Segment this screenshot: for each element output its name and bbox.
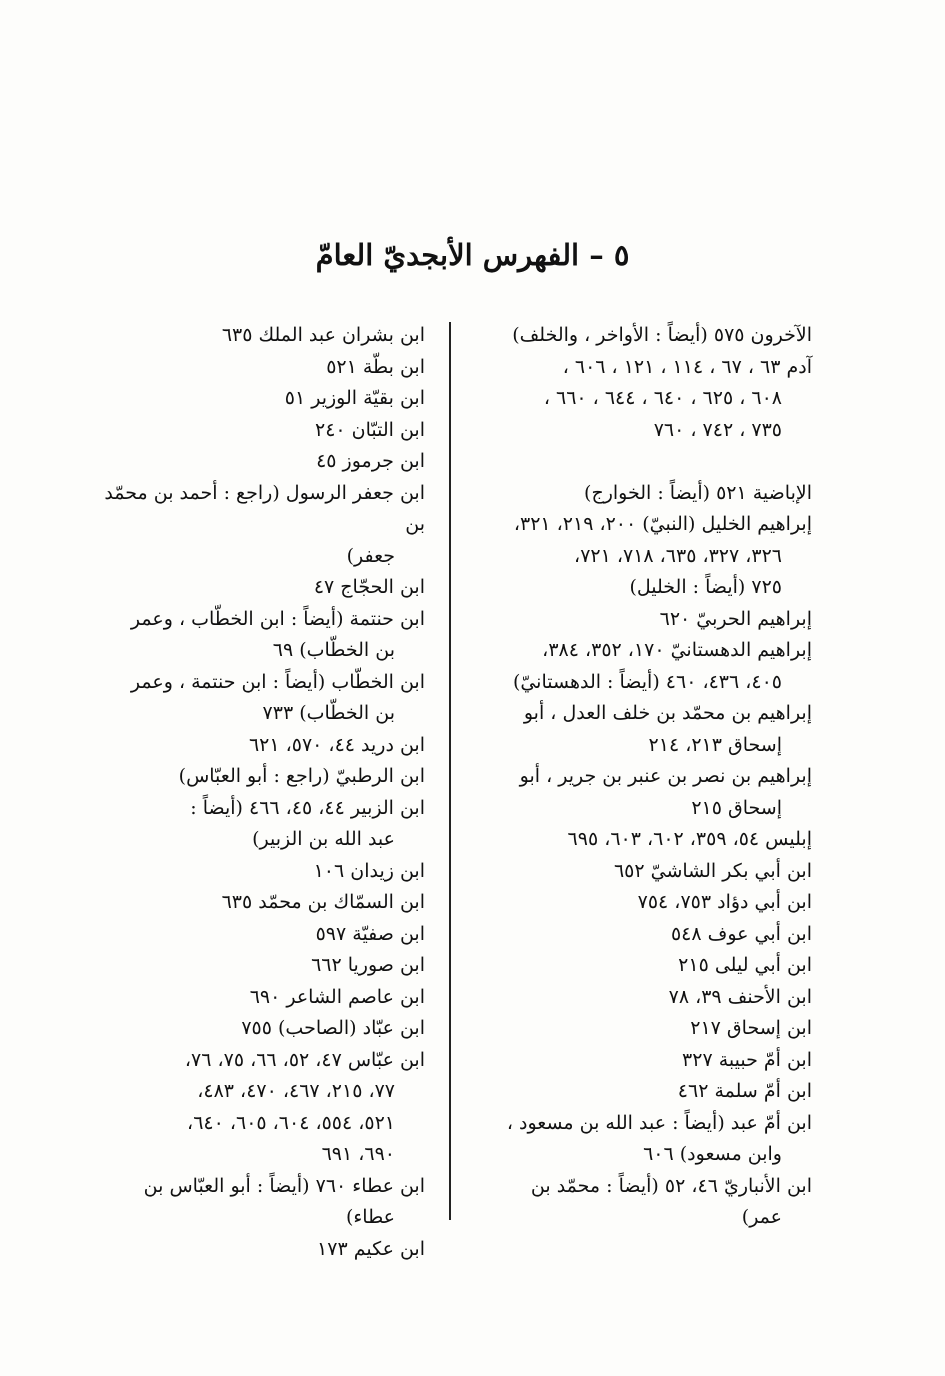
index-entry	[100, 856, 425, 888]
index-entry-line: ابن الزبير ٤٤، ٤٥، ٤٦٦ (أيضاً :	[190, 796, 425, 819]
index-entry-line: إبراهيم الحربيّ ٦٢٠	[659, 607, 812, 630]
index-entry	[472, 698, 812, 761]
index-entry-line: ابن بطّة ٥٢١	[326, 355, 425, 378]
index-entry	[100, 572, 425, 604]
index-entry-line: ابن أمّ حبيبة ٣٢٧	[682, 1048, 812, 1071]
index-entry-line: ابن السمّاك بن محمّد ٦٣٥	[221, 891, 425, 913]
index-entry	[472, 1108, 812, 1171]
index-entry-line: ابن أبي عوف ٥٤٨	[670, 922, 812, 945]
index-entry-line: الإباضية ٥٢١ (أيضاً : الخوارج)	[584, 481, 812, 504]
index-entry-line: ابن أبي ليلى ٢١٥	[678, 954, 812, 976]
index-entry	[100, 761, 425, 793]
index-entry	[100, 793, 425, 856]
index-entry	[472, 761, 812, 824]
index-entry-line: ابن جرموز ٤٥	[316, 450, 425, 472]
index-entry-continuation: ٤٠٥، ٤٣٦، ٤٦٠ (أيضاً : الدهستانيّ)	[512, 670, 782, 693]
index-entry-line: ابن بشران عبد الملك ٦٣٥	[221, 324, 425, 346]
index-entry-continuation: ٦٩٠، ٦٩١	[321, 1143, 395, 1165]
index-entry	[100, 383, 425, 415]
index-entry	[472, 950, 812, 982]
page-title: ٥ – الفهرس الأبجديّ العامّ	[315, 238, 630, 272]
index-entry-line: إبراهيم الدهستانيّ ١٧٠، ٣٥٢، ٣٨٤،	[542, 639, 812, 661]
index-entry-line: ابن أبي دؤاد ٧٥٣، ٧٥٤	[637, 891, 812, 913]
index-entry-line: ابن الخطّاب (أيضاً : ابن حنتمة ، وعمر	[130, 670, 425, 693]
index-entry-line: ابن عطاء ٧٦٠ (أيضاً : أبو العبّاس بن	[143, 1174, 425, 1197]
index-entry	[472, 478, 812, 510]
index-entry-continuation: ٥٢١، ٥٥٤، ٦٠٤، ٦٠٥، ٦٤٠،	[187, 1111, 395, 1134]
index-entry-line: ابن زيدان ١٠٦	[313, 859, 425, 882]
index-entry-line: الآخرون ٥٧٥ (أيضاً : الأواخر ، والخلف)	[512, 324, 812, 346]
index-entry-line: ابن أبي بكر الشاشيّ ٦٥٢	[613, 859, 812, 882]
index-entry	[100, 352, 425, 384]
index-entry-line: إبليس ٥٤، ٣٥٩، ٦٠٢، ٦٠٣، ٦٩٥	[567, 828, 812, 850]
index-entry-continuation: ٧٧، ٢١٥، ٤٦٧، ٤٧٠، ٤٨٣،	[197, 1080, 395, 1102]
index-entry-line: ابن أمّ سلمة ٤٦٢	[677, 1080, 812, 1102]
index-entry-line: ابن عكيم ١٧٣	[317, 1237, 425, 1260]
index-entry	[100, 1045, 425, 1171]
index-entry	[100, 1171, 425, 1234]
index-entry-continuation: عبد الله بن الزبير)	[252, 828, 395, 850]
index-entry	[100, 1013, 425, 1045]
index-entry-line: ابن حنتمة (أيضاً : ابن الخطّاب ، وعمر	[130, 607, 425, 630]
index-entry	[100, 320, 425, 352]
index-entry	[472, 1076, 812, 1108]
index-entry	[100, 950, 425, 982]
index-entry	[100, 887, 425, 919]
index-entry	[100, 415, 425, 447]
index-entry-line: آدم ٦٣ ، ٦٧ ، ١١٤ ، ١٢١ ، ٦٠٦ ،	[562, 355, 812, 378]
index-entry-line: ابن التبّان ٢٤٠	[314, 418, 425, 441]
index-entry-line: ابن عبّاد (الصاحب) ٧٥٥	[241, 1017, 425, 1039]
index-entry	[100, 982, 425, 1014]
index-entry	[472, 635, 812, 698]
index-entry-continuation: ٦٠٨ ، ٦٢٥ ، ٦٤٠ ، ٦٤٤ ، ٦٦٠ ،	[543, 387, 782, 409]
entry-spacer	[472, 446, 812, 478]
index-entry	[100, 730, 425, 762]
index-entry-line: إبراهيم بن نصر بن عنبر بن جرير ، أبو	[519, 765, 812, 787]
index-entry-line: ابن عبّاس ٤٧، ٥٢، ٦٦، ٧٥، ٧٦،	[184, 1048, 425, 1071]
index-entry	[472, 887, 812, 919]
index-entry-continuation: وابن مسعود) ٦٠٦	[643, 1143, 782, 1165]
index-entry-continuation: ٣٢٦، ٣٢٧، ٦٣٥، ٧١٨، ٧٢١،	[574, 544, 782, 567]
index-entry-continuation: عمر)	[741, 1206, 782, 1228]
index-entry	[100, 919, 425, 951]
index-entry-line: إبراهيم الخليل (النبيّ) ٢٠٠، ٢١٩، ٣٢١،	[513, 513, 812, 535]
index-entry-line: ابن الأحنف ٣٩، ٧٨	[668, 985, 812, 1008]
index-entry-continuation: إسحاق ٢١٥	[691, 796, 782, 819]
index-entry-continuation: ٧٣٥ ، ٧٤٢ ، ٧٦٠	[653, 418, 782, 441]
index-entry-line: ابن أمّ عبد (أيضاً : عبد الله بن مسعود ،	[506, 1111, 812, 1134]
index-entry	[100, 1234, 425, 1266]
index-column-right	[472, 320, 812, 1234]
index-entry	[100, 446, 425, 478]
index-entry	[472, 1045, 812, 1077]
index-entry	[472, 1171, 812, 1234]
index-entry	[472, 1013, 812, 1045]
index-entry	[472, 509, 812, 604]
index-entry	[100, 604, 425, 667]
index-entry-continuation: بن الخطّاب) ٧٣٣	[262, 702, 395, 724]
index-entry-line: إبراهيم بن محمّد بن خلف العدل ، أبو	[523, 702, 812, 724]
index-entry-continuation: عطاء)	[345, 1206, 395, 1228]
index-entry-continuation: إسحاق ٢١٣، ٢١٤	[648, 733, 782, 756]
index-entry	[472, 919, 812, 951]
index-entry-line: ابن دريد ٤٤، ٥٧٠، ٦٢١	[248, 733, 425, 756]
index-entry	[472, 320, 812, 352]
index-column-left	[100, 320, 425, 1265]
index-entry	[100, 667, 425, 730]
index-entry-line: ابن الحجّاج ٤٧	[313, 576, 425, 598]
index-entry	[472, 352, 812, 447]
index-entry-line: ابن عاصم الشاعر ٦٩٠	[249, 985, 425, 1008]
index-entry-line: ابن الأنباريّ ٤٦، ٥٢ (أيضاً : محمّد بن	[530, 1174, 812, 1197]
column-divider	[449, 322, 451, 1220]
index-entry-line: ابن إسحاق ٢١٧	[690, 1017, 812, 1039]
index-entry	[472, 824, 812, 856]
index-entry	[100, 478, 425, 573]
index-entry-continuation: ٧٢٥ (أيضاً : الخليل)	[629, 576, 782, 598]
index-entry-line: ابن صوريا ٦٦٢	[311, 954, 425, 976]
index-entry-line: ابن صفيّة ٥٩٧	[315, 922, 425, 945]
index-entry	[472, 856, 812, 888]
index-entry	[472, 604, 812, 636]
index-entry-continuation: جعفر)	[346, 544, 395, 567]
index-entry-line: ابن الرطبيّ (راجع : أبو العبّاس)	[178, 765, 425, 787]
index-entry-line: ابن جعفر الرسول (راجع : أحمد بن محمّد بن	[104, 481, 425, 535]
index-entry-continuation: بن الخطّاب) ٦٩	[272, 639, 395, 661]
index-entry	[472, 982, 812, 1014]
index-entry-line: ابن بقيّة الوزير ٥١	[284, 387, 425, 409]
